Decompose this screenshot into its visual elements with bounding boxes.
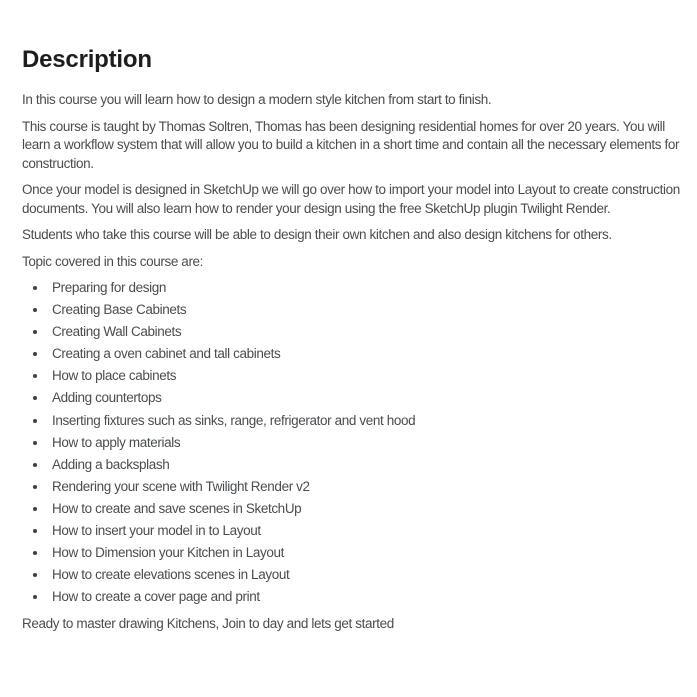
topics-intro: Topic covered in this course are: [22, 253, 204, 269]
list-item: Preparing for design [52, 279, 680, 298]
list-item: How to insert your model in to Layout [52, 522, 680, 541]
description-paragraph: This course is taught by Thomas Soltren, Thomas has been designing residential homes for over 20 years. You will learn a workflow system that will allow you to build a kitchen in a short time and contain all the necessary elements for construction. [22, 118, 680, 171]
description-paragraph: Once your model is designed in SketchUp we will go over how to import your model into Layout to create construction documents. You will also learn how to render your design using the free SketchUp plugin Twilight Render. [22, 182, 680, 216]
list-item: How to create and save scenes in SketchUp [52, 500, 680, 519]
description-paragraph: In this course you will learn how to design a modern style kitchen from start to finish. [22, 92, 492, 107]
list-item: Inserting fixtures such as sinks, range, refrigerator and vent hood [52, 412, 680, 431]
list-item: How to create a cover page and print [52, 588, 680, 607]
list-item: Creating Base Cabinets [52, 301, 680, 320]
closing-line: Ready to master drawing Kitchens, Join to day and lets get started [22, 615, 394, 631]
list-item: How to create elevations scenes in Layout [52, 566, 680, 585]
topics-list [22, 279, 680, 607]
list-item: Creating Wall Cabinets [52, 323, 680, 342]
list-item: How to apply materials [52, 434, 680, 453]
list-item: How to Dimension your Kitchen in Layout [52, 544, 680, 563]
list-item: Adding a backsplash [52, 456, 680, 475]
description-paragraph: Students who take this course will be able to design their own kitchen and also design kitchens for others. [22, 227, 612, 242]
list-item: How to place cabinets [52, 367, 680, 386]
list-item: Rendering your scene with Twilight Render v2 [52, 478, 680, 497]
list-item: Creating a oven cabinet and tall cabinets [52, 345, 680, 364]
list-item: Adding countertops [52, 389, 680, 408]
section-title: Description [22, 46, 152, 73]
